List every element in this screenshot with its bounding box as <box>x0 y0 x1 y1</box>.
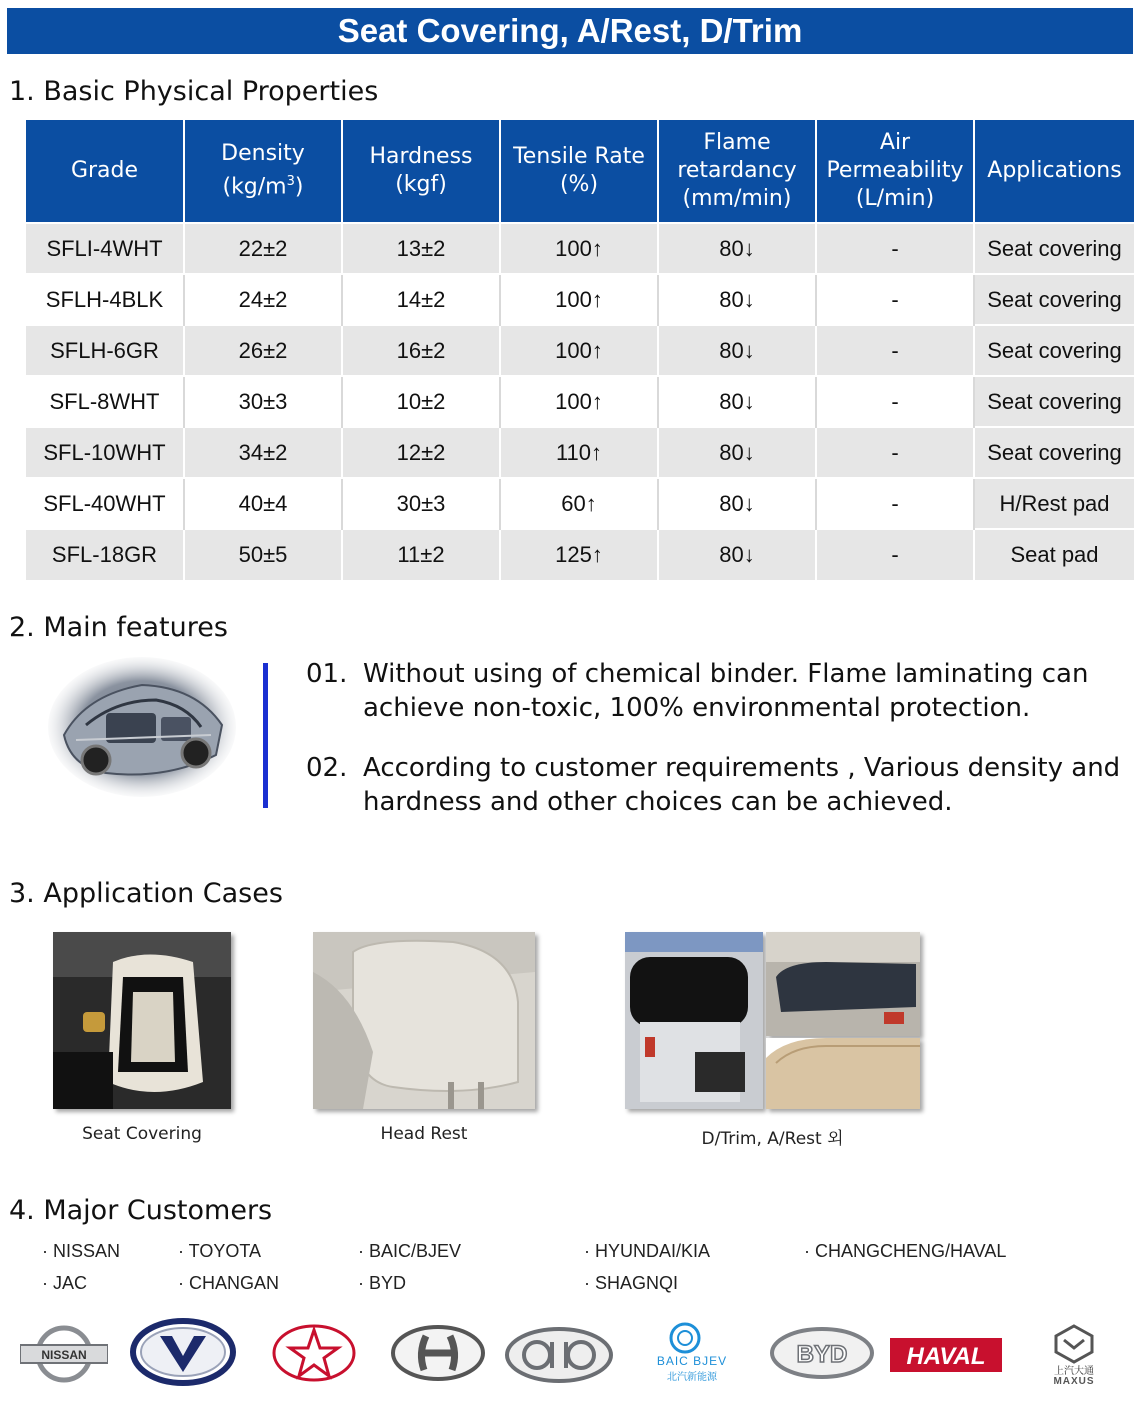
table-cell-hardness: 13±2 <box>342 223 500 274</box>
table-cell-tensile: 125↑ <box>500 529 658 580</box>
svg-text:北汽新能源: 北汽新能源 <box>667 1372 717 1383</box>
table-cell-tensile: 100↑ <box>500 223 658 274</box>
case-caption-dtrim-arest: D/Trim, A/Rest 외 <box>701 1129 844 1149</box>
changan-logo <box>130 1318 236 1386</box>
table-cell-hardness: 10±2 <box>342 376 500 427</box>
table-cell-app: Seat covering <box>974 274 1134 325</box>
table-cell-flame: 80↓ <box>658 325 816 376</box>
svg-text:MAXUS: MAXUS <box>1053 1376 1095 1384</box>
col-header-hardness: Hardness (kgf) <box>342 120 500 223</box>
armrest-photo-3 <box>766 1038 920 1109</box>
table-row <box>26 376 1134 427</box>
table-cell-density: 50±5 <box>184 529 342 580</box>
table-cell-hardness: 16±2 <box>342 325 500 376</box>
table-cell-app: Seat covering <box>974 223 1134 274</box>
table-cell-air: - <box>816 325 974 376</box>
table-cell-app: Seat covering <box>974 427 1134 478</box>
jac-logo <box>272 1324 356 1382</box>
car-seat-photo <box>53 932 231 1109</box>
table-cell-flame: 80↓ <box>658 529 816 580</box>
table-cell-flame: 80↓ <box>658 427 816 478</box>
col-header-density: Density $(kg/m^3)$ <box>184 120 342 223</box>
customer-changan: · CHANGAN <box>178 1273 280 1293</box>
feature-item-2: 02. According to customer requirements , Various density and hardness and other choices can be achieved. <box>306 753 1121 817</box>
customer-baic: · BAIC/BJEV <box>358 1241 462 1261</box>
table-cell-hardness: 14±2 <box>342 274 500 325</box>
section-title-customers: 4. Major Customers <box>9 1195 273 1226</box>
customer-changcheng: · CHANGCHENG/HAVAL <box>804 1241 1007 1261</box>
table-cell-tensile: 100↑ <box>500 325 658 376</box>
table-cell-tensile: 100↑ <box>500 274 658 325</box>
table-cell-tensile: 100↑ <box>500 376 658 427</box>
table-cell-density: 40±4 <box>184 478 342 529</box>
table-cell-flame: 80↓ <box>658 223 816 274</box>
table-cell-app: H/Rest pad <box>974 478 1134 529</box>
customer-shagnqi: · SHAGNQI <box>584 1273 679 1293</box>
table-cell-grade: SFL-8WHT <box>26 376 184 427</box>
customer-hyundai: · HYUNDAI/KIA <box>584 1241 711 1261</box>
col-header-applications: Applications <box>974 120 1134 223</box>
col-header-tensile: Tensile Rate (%) <box>500 120 658 223</box>
case-caption-head-rest: Head Rest <box>380 1124 468 1144</box>
table-cell-density: 30±3 <box>184 376 342 427</box>
svg-text:上汽大通: 上汽大通 <box>1054 1366 1094 1377</box>
nissan-logo <box>20 1325 108 1383</box>
table-cell-grade: SFLH-6GR <box>26 325 184 376</box>
col-header-flame: Flame retardancy (mm/min) <box>658 120 816 223</box>
section-title-properties: 1. Basic Physical Properties <box>9 76 379 107</box>
baic-logo <box>504 1326 614 1384</box>
svg-text:BYD: BYD <box>796 1341 848 1368</box>
col-header-grade: Grade <box>26 120 184 223</box>
car-chassis-image <box>46 655 238 800</box>
haval-logo <box>890 1338 1002 1372</box>
table-cell-grade: SFL-18GR <box>26 529 184 580</box>
table-cell-tensile: 110↑ <box>500 427 658 478</box>
col-header-air: Air Permeability (L/min) <box>816 120 974 223</box>
table-cell-air: - <box>816 274 974 325</box>
table-cell-grade: SFLI-4WHT <box>26 223 184 274</box>
svg-text:HAVAL: HAVAL <box>906 1343 986 1370</box>
table-row <box>26 427 1134 478</box>
armrest-photo-1 <box>625 932 763 1109</box>
table-cell-grade: SFL-40WHT <box>26 478 184 529</box>
table-cell-app: Seat pad <box>974 529 1134 580</box>
table-cell-hardness: 11±2 <box>342 529 500 580</box>
table-cell-air: - <box>816 427 974 478</box>
table-cell-app: Seat covering <box>974 376 1134 427</box>
table-cell-air: - <box>816 478 974 529</box>
section-title-features: 2. Main features <box>9 612 228 643</box>
table-row <box>26 325 1134 376</box>
table-cell-app: Seat covering <box>974 325 1134 376</box>
table-cell-density: 22±2 <box>184 223 342 274</box>
table-cell-air: - <box>816 223 974 274</box>
properties-table <box>26 120 1134 580</box>
customer-jac: · JAC <box>42 1273 87 1293</box>
table-cell-grade: SFLH-4BLK <box>26 274 184 325</box>
maxus-logo <box>1030 1322 1118 1384</box>
table-row <box>26 223 1134 274</box>
feature-accent-bar <box>263 663 268 808</box>
customer-nissan: · NISSAN <box>42 1241 121 1261</box>
customer-toyota: · TOYOTA <box>178 1241 262 1261</box>
table-cell-flame: 80↓ <box>658 478 816 529</box>
table-header-row <box>26 120 1134 223</box>
armrest-photo-2 <box>766 932 920 1036</box>
byd-logo <box>770 1326 874 1380</box>
table-row <box>26 274 1134 325</box>
svg-text:NISSAN: NISSAN <box>41 1348 87 1362</box>
table-cell-tensile: 60↑ <box>500 478 658 529</box>
table-cell-air: - <box>816 376 974 427</box>
table-cell-flame: 80↓ <box>658 376 816 427</box>
page-banner-title: Seat Covering, A/Rest, D/Trim <box>7 8 1133 54</box>
section-title-cases: 3. Application Cases <box>9 878 283 909</box>
table-cell-hardness: 12±2 <box>342 427 500 478</box>
case-caption-seat-covering: Seat Covering <box>82 1124 202 1144</box>
customer-byd: · BYD <box>358 1273 407 1293</box>
table-cell-air: - <box>816 529 974 580</box>
table-cell-density: 26±2 <box>184 325 342 376</box>
hyundai-logo <box>390 1324 486 1382</box>
table-cell-density: 24±2 <box>184 274 342 325</box>
table-cell-grade: SFL-10WHT <box>26 427 184 478</box>
headrest-photo <box>313 932 535 1109</box>
table-cell-flame: 80↓ <box>658 274 816 325</box>
table-row <box>26 478 1134 529</box>
table-cell-hardness: 30±3 <box>342 478 500 529</box>
feature-item-1: 01. Without using of chemical binder. Flame laminating can achieve non-toxic, 100% environmental protection. <box>306 659 1089 723</box>
baic-bjev-logo <box>638 1320 746 1386</box>
table-row <box>26 529 1134 580</box>
svg-text:BAIC BJEV: BAIC BJEV <box>656 1354 728 1368</box>
table-cell-density: 34±2 <box>184 427 342 478</box>
